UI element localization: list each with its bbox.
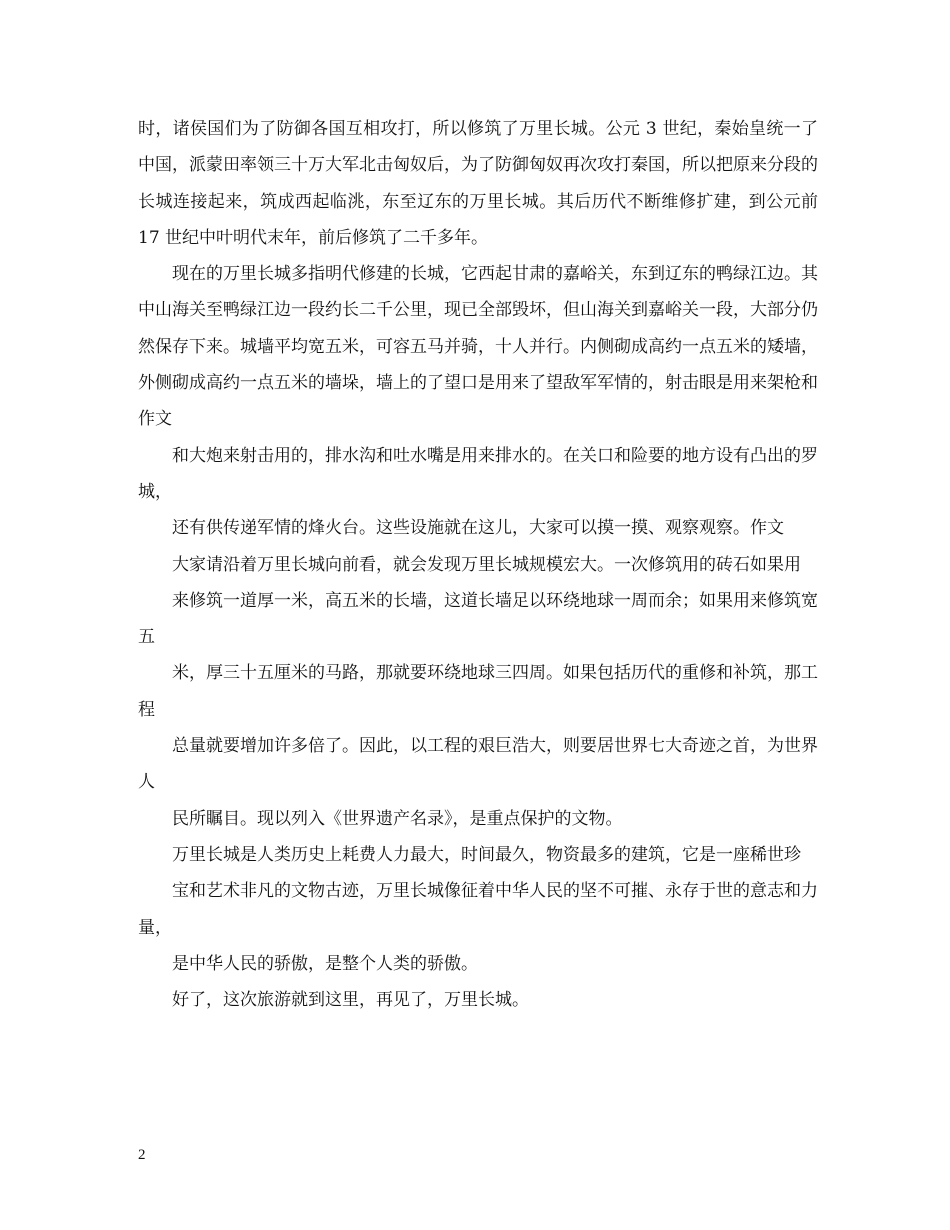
paragraph-13: 好了，这次旅游就到这里，再见了，万里长城。 — [172, 990, 529, 1011]
paragraph-2: 现在的万里长城多指明代修建的长城，它西起甘肃的嘉峪关，东到辽东的鸭绿江边。其中山海关至鸭绿江边一段约长二千公里，现已全部毁坏，但山海关到嘉峪关一段，大部分仍然保存下来。城墙平均宽五米，可容五马并骑，十人并行。内侧砌成高约一点五米的矮墙，外侧砌成高约一点五米的墙垛，墙上的了望口是用来了望敌军军情的，射击眼是用来架枪和作文 — [138, 264, 818, 430]
paragraph-3: 和大炮来射击用的，排水沟和吐水嘴是用来排水的。在关口和险要的地方设有凸出的罗城， — [138, 445, 818, 502]
paragraph-1: 时，诸侯国们为了防御各国互相攻打，所以修筑了万里长城。公元 3 世纪，秦始皇统一了中国，派蒙田率领三十万大军北击匈奴后，为了防御匈奴再次攻打秦国，所以把原来分段的长城连接起来，筑成西起临洮，东至辽东的万里长城。其后历代不断维修扩建，到公元前 17 世纪中叶明代末年，前后修筑了二千多年。 — [138, 119, 818, 248]
paragraph-8: 总量就要增加许多倍了。因此，以工程的艰巨浩大，则要居世界七大奇迹之首，为世界人 — [138, 736, 818, 793]
paragraph-10: 万里长城是人类历史上耗费人力最大，时间最久，物资最多的建筑，它是一座稀世珍 — [172, 844, 801, 865]
paragraph-4: 还有供传递军情的烽火台。这些设施就在这儿，大家可以摸一摸、观察观察。作文 — [172, 518, 784, 539]
body-text — [138, 111, 818, 1018]
paragraph-11: 宝和艺术非凡的文物古迹，万里长城像征着中华人民的坚不可摧、永存于世的意志和力量， — [138, 881, 818, 938]
paragraph-5: 大家请沿着万里长城向前看，就会发现万里长城规模宏大。一次修筑用的砖石如果用 — [172, 554, 801, 575]
paragraph-6: 来修筑一道厚一米，高五米的长墙，这道长墙足以环绕地球一周而余；如果用来修筑宽五 — [138, 590, 818, 648]
paragraph-9: 民所瞩目。现以列入《世界遗产名录》，是重点保护的文物。 — [172, 808, 623, 829]
page-number: 2 — [138, 1147, 146, 1163]
paragraph-12: 是中华人民的骄傲，是整个人类的骄傲。 — [172, 953, 478, 974]
paragraph-7: 米，厚三十五厘米的马路，那就要环绕地球三四周。如果包括历代的重修和补筑，那工程 — [138, 663, 818, 720]
